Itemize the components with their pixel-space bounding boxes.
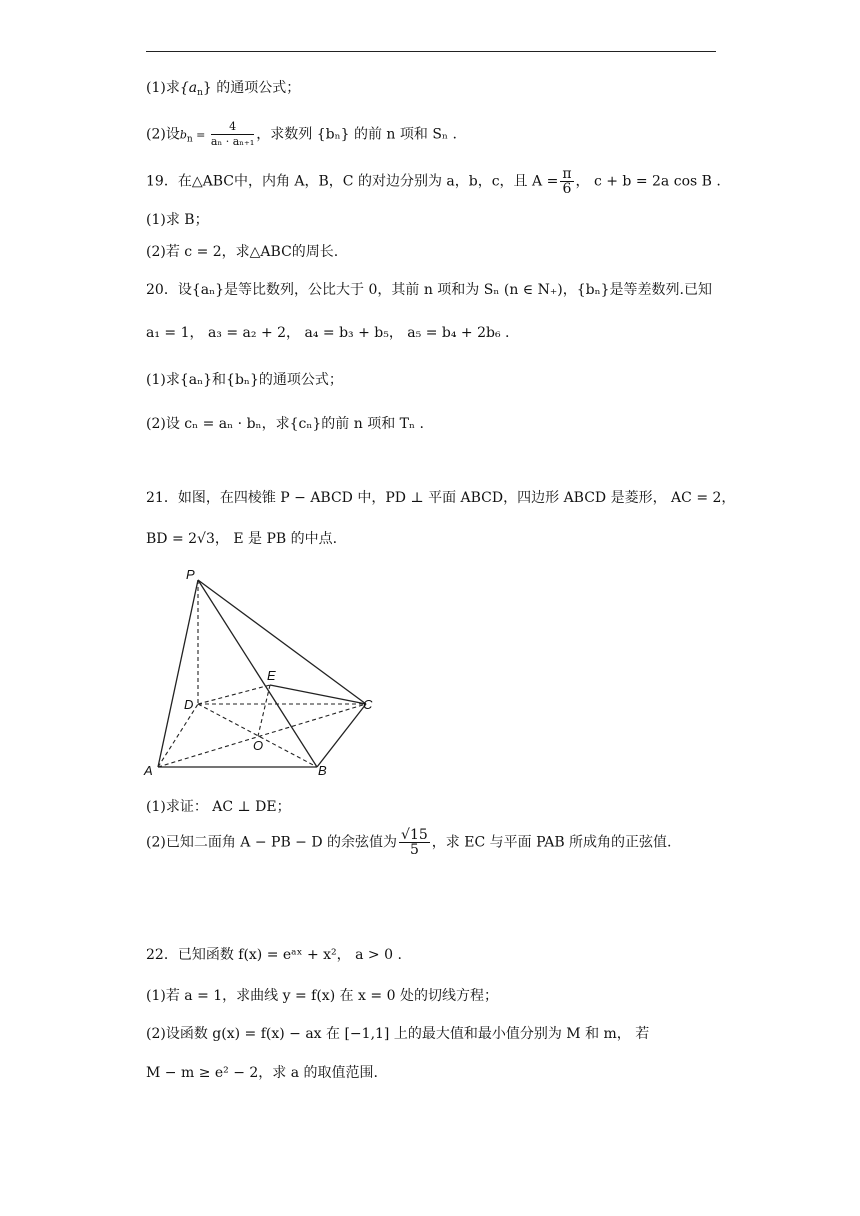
q20-stem-line2: a₁ = 1， a₃ = a₂ + 2， a₄ = b₃ + b₅， a₅ = b₄ + 2b₆ . bbox=[146, 325, 510, 341]
edge-EC bbox=[270, 685, 366, 704]
diag-AC bbox=[158, 704, 366, 767]
q21-part2 bbox=[146, 828, 672, 857]
q18-fraction bbox=[211, 120, 254, 149]
q18-part1-suffix: } 的通项公式； bbox=[202, 80, 301, 96]
q21-part2-prefix: (2)已知二面角 A − PB − D 的余弦值为 bbox=[146, 834, 398, 851]
q21-frac-den: 5 bbox=[409, 842, 419, 858]
q21-frac-num: √15 bbox=[401, 827, 428, 843]
edge-PC bbox=[198, 580, 366, 704]
q19-stem bbox=[146, 167, 721, 196]
edge-PA bbox=[158, 580, 198, 767]
q18-frac-num: 4 bbox=[211, 120, 254, 135]
q20-stem-line1: 20．设{aₙ}是等比数列，公比大于 0，其前 n 项和为 Sₙ (n ∈ N₊)，{bₙ}是等差数列.已知 bbox=[146, 282, 712, 298]
q19-stem-text: 19．在△ABC中，内角 A，B，C 的对边分别为 a，b，c，且 A = bbox=[146, 173, 559, 190]
q22-part2: (2)设函数 g(x) = f(x) − ax 在 [−1,1] 上的最大值和最小值分别为 M 和 m， 若 bbox=[146, 1026, 650, 1042]
label-B: B bbox=[318, 763, 327, 778]
q19-fraction bbox=[560, 167, 573, 196]
diag-BD bbox=[198, 704, 317, 767]
label-O: O bbox=[253, 738, 264, 753]
pyramid-figure bbox=[140, 565, 390, 785]
q18-part2-eq: = bbox=[192, 128, 209, 142]
q18-part1 bbox=[146, 78, 300, 103]
q18-part1-prefix: (1)求 bbox=[146, 80, 180, 96]
q19-part1: (1)求 B； bbox=[146, 212, 209, 228]
edge-BC bbox=[317, 704, 366, 767]
q18-frac-den: aₙ · aₙ₊₁ bbox=[210, 135, 255, 148]
segment-EO bbox=[258, 685, 270, 736]
q21-part2-suffix: ，求 EC 与平面 PAB 所成角的正弦值. bbox=[431, 834, 672, 851]
q22-part2-cont: M − m ≥ e² − 2，求 a 的取值范围. bbox=[146, 1065, 379, 1081]
q19-frac-den: 6 bbox=[562, 181, 572, 197]
q18-part2-b-sub: n bbox=[186, 134, 193, 145]
q18-part2-prefix: (2)设 bbox=[146, 126, 180, 143]
label-D: D bbox=[184, 697, 194, 712]
label-C: C bbox=[363, 697, 373, 712]
q19-stem-tail: ， c + b = 2a cos B . bbox=[575, 173, 721, 190]
q18-part2-suffix: ，求数列 {bₙ} 的前 n 项和 Sₙ . bbox=[256, 126, 457, 143]
q21-stem-line2: BD = 2√3， E 是 PB 的中点. bbox=[146, 531, 338, 547]
q22-stem: 22．已知函数 f(x) = eᵃˣ + x²， a > 0 . bbox=[146, 947, 402, 963]
q19-frac-num: π bbox=[562, 166, 572, 182]
q22-part1: (1)若 a = 1，求曲线 y = f(x) 在 x = 0 处的切线方程； bbox=[146, 988, 498, 1004]
segment-DE bbox=[198, 685, 270, 704]
q21-fraction bbox=[399, 828, 430, 857]
q18-part1-sub: n bbox=[197, 88, 203, 98]
label-P: P bbox=[186, 567, 195, 582]
q21-part1: (1)求证： AC ⊥ DE； bbox=[146, 799, 291, 815]
q20-part1: (1)求{aₙ}和{bₙ}的通项公式； bbox=[146, 372, 343, 388]
header-rule bbox=[146, 51, 716, 52]
q20-part2: (2)设 cₙ = aₙ · bₙ，求{cₙ}的前 n 项和 Tₙ . bbox=[146, 416, 424, 432]
label-A: A bbox=[144, 763, 153, 778]
label-E: E bbox=[267, 668, 276, 683]
q19-part2: (2)若 c = 2，求△ABC的周长. bbox=[146, 244, 339, 260]
q18-part2 bbox=[146, 120, 457, 150]
q18-part1-seq: {a bbox=[179, 80, 198, 96]
q21-stem-line1: 21．如图，在四棱锥 P − ABCD 中，PD ⊥ 平面 ABCD，四边形 ABCD 是菱形， AC = 2， bbox=[146, 490, 736, 506]
q18-part2-b: b bbox=[179, 128, 187, 142]
edge-AD bbox=[158, 704, 198, 767]
